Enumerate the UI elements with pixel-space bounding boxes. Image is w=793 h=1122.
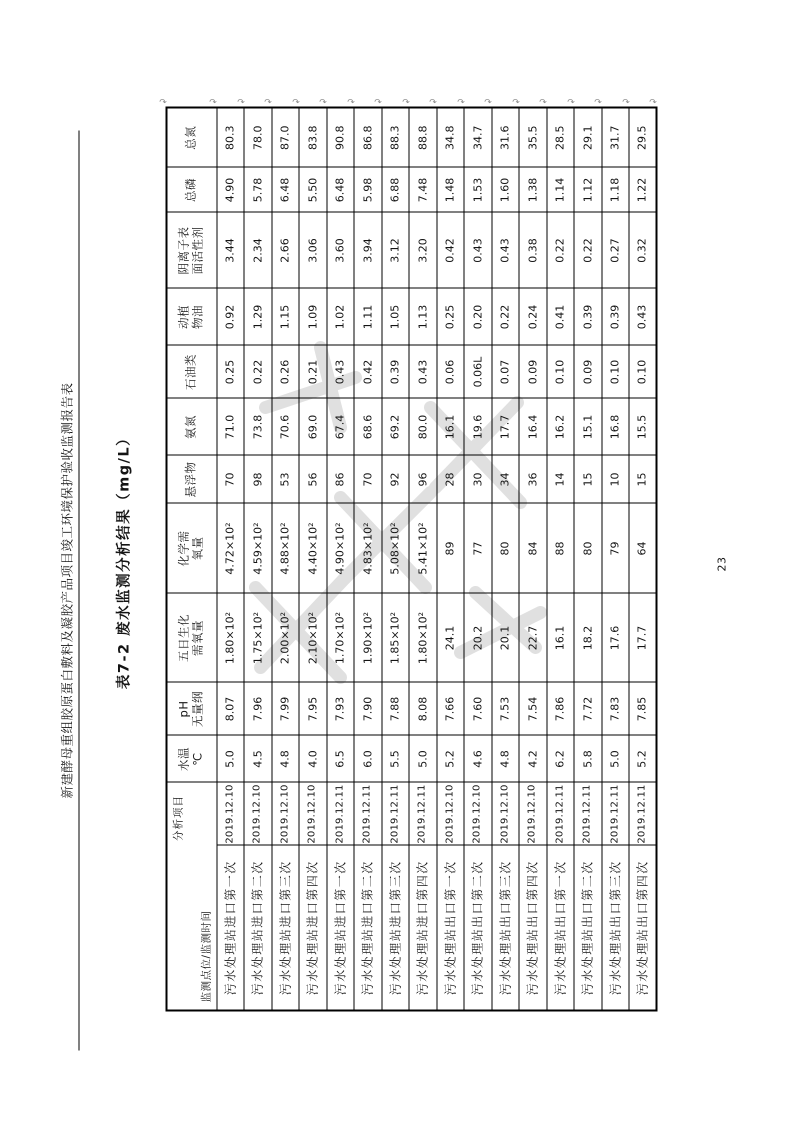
value-cell: 2.34: [244, 212, 272, 288]
value-cell: 0.39: [381, 345, 409, 398]
value-cell: 0.20: [464, 288, 492, 345]
value-cell: 0.41: [546, 288, 574, 345]
value-cell: 31.7: [601, 107, 629, 167]
table-row: [409, 107, 437, 1010]
site-cell: 污水处理站出口第四次: [629, 845, 657, 1010]
value-cell: 16.1: [436, 398, 464, 455]
column-header-cell: [166, 503, 216, 593]
column-header-line: 氨氮: [183, 414, 198, 439]
value-cell: 70: [354, 455, 382, 503]
column-header-line: 无量纲: [190, 690, 205, 727]
column-header-line: 五日生化: [176, 613, 191, 662]
value-cell: 0.22: [244, 345, 272, 398]
value-cell: 5.0: [216, 735, 244, 782]
site-cell: 污水处理站出口第二次: [464, 845, 492, 1010]
value-cell: 5.2: [436, 735, 464, 782]
value-cell: 7.85: [629, 682, 657, 735]
value-cell: 1.18: [601, 167, 629, 212]
value-cell: 0.22: [546, 212, 574, 288]
date-cell: 2019.12.10: [216, 782, 244, 845]
date-cell: 2019.12.10: [271, 782, 299, 845]
value-cell: 34.8: [436, 107, 464, 167]
column-header-line: 总磷: [183, 177, 198, 202]
value-cell: 0.10: [629, 345, 657, 398]
column-header-line: 水温: [176, 746, 191, 771]
value-cell: 86.8: [354, 107, 382, 167]
value-cell: 7.88: [381, 682, 409, 735]
value-cell: 6.2: [546, 735, 574, 782]
site-cell: 污水处理站出口第三次: [491, 845, 519, 1010]
column-header-line: 总氮: [183, 125, 198, 150]
value-cell: 67.4: [326, 398, 354, 455]
value-cell: 7.66: [436, 682, 464, 735]
table-row: [464, 107, 492, 1010]
value-cell: 20.1: [491, 593, 519, 682]
column-header-cell: [166, 593, 216, 682]
column-header-cell: [166, 288, 216, 345]
column-header-line: 氧量: [190, 536, 205, 560]
date-cell: 2019.12.11: [601, 782, 629, 845]
value-cell: 7.93: [326, 682, 354, 735]
value-cell: 8.08: [409, 682, 437, 735]
value-cell: 0.10: [601, 345, 629, 398]
value-cell: 5.2: [629, 735, 657, 782]
column-header-line: 动植: [176, 304, 191, 329]
value-cell: 5.0: [601, 735, 629, 782]
column-header-cell: [166, 455, 216, 503]
value-cell: 1.75×10²: [244, 593, 272, 682]
value-cell: 6.48: [271, 167, 299, 212]
tick-mark-icon: ↷: [538, 97, 547, 108]
corner-header-cell: [166, 782, 216, 1010]
value-cell: 1.15: [271, 288, 299, 345]
value-cell: 0.25: [436, 288, 464, 345]
tick-mark-icon: ↷: [373, 97, 382, 108]
value-cell: 4.5: [244, 735, 272, 782]
value-cell: 4.88×10²: [271, 503, 299, 593]
value-cell: 0.42: [354, 345, 382, 398]
value-cell: 1.02: [326, 288, 354, 345]
value-cell: 10: [601, 455, 629, 503]
value-cell: 6.48: [326, 167, 354, 212]
value-cell: 68.6: [354, 398, 382, 455]
value-cell: 1.05: [381, 288, 409, 345]
date-cell: 2019.12.10: [464, 782, 492, 845]
date-cell: 2019.12.11: [629, 782, 657, 845]
value-cell: 4.8: [491, 735, 519, 782]
value-cell: 2.66: [271, 212, 299, 288]
column-header-line: 物油: [190, 304, 205, 329]
value-cell: 4.59×10²: [244, 503, 272, 593]
date-cell: 2019.12.11: [381, 782, 409, 845]
value-cell: 0.22: [491, 288, 519, 345]
value-cell: 30: [464, 455, 492, 503]
value-cell: 2.10×10²: [299, 593, 327, 682]
site-cell: 污水处理站进口第四次: [409, 845, 437, 1010]
date-cell: 2019.12.11: [326, 782, 354, 845]
site-cell: 污水处理站进口第四次: [299, 845, 327, 1010]
tick-mark-icon: ↷: [483, 97, 492, 108]
value-cell: 29.5: [629, 107, 657, 167]
table-row: [216, 107, 244, 1010]
value-cell: 18.2: [574, 593, 602, 682]
value-cell: 1.38: [519, 167, 547, 212]
value-cell: 0.24: [519, 288, 547, 345]
value-cell: 53: [271, 455, 299, 503]
value-cell: 0.09: [574, 345, 602, 398]
value-cell: 7.83: [601, 682, 629, 735]
value-cell: 64: [629, 503, 657, 593]
date-cell: 2019.12.11: [354, 782, 382, 845]
value-cell: 4.8: [271, 735, 299, 782]
value-cell: 31.6: [491, 107, 519, 167]
value-cell: 19.6: [464, 398, 492, 455]
value-cell: 6.0: [354, 735, 382, 782]
value-cell: 3.06: [299, 212, 327, 288]
value-cell: 79: [601, 503, 629, 593]
value-cell: 15: [629, 455, 657, 503]
value-cell: 1.12: [574, 167, 602, 212]
column-header-cell: [166, 735, 216, 782]
value-cell: 2.00×10²: [271, 593, 299, 682]
table-row: [354, 107, 382, 1010]
column-header-line: ℃: [190, 751, 205, 766]
tick-mark-icon: ↷: [158, 97, 167, 108]
column-header-line: 阴离子表: [176, 226, 191, 274]
column-header-line: 化学需: [176, 530, 191, 566]
value-cell: 7.72: [574, 682, 602, 735]
value-cell: 0.06L: [464, 345, 492, 398]
value-cell: 7.90: [354, 682, 382, 735]
value-cell: 90.8: [326, 107, 354, 167]
value-cell: 1.14: [546, 167, 574, 212]
tick-mark-icon: ↷: [621, 97, 629, 108]
results-table: [165, 106, 657, 1011]
value-cell: 35.5: [519, 107, 547, 167]
value-cell: 15.1: [574, 398, 602, 455]
value-cell: 0.26: [271, 345, 299, 398]
date-cell: 2019.12.11: [574, 782, 602, 845]
corner-label-analysis-items: 分析项目: [172, 794, 184, 841]
value-cell: 4.90: [216, 167, 244, 212]
table-row: [629, 107, 657, 1010]
value-cell: 96: [409, 455, 437, 503]
value-cell: 1.80×10²: [216, 593, 244, 682]
value-cell: 92: [381, 455, 409, 503]
value-cell: 0.43: [464, 212, 492, 288]
value-cell: 7.60: [464, 682, 492, 735]
value-cell: 0.25: [216, 345, 244, 398]
value-cell: 0.39: [574, 288, 602, 345]
value-cell: 70.6: [271, 398, 299, 455]
value-cell: 87.0: [271, 107, 299, 167]
date-cell: 2019.12.10: [299, 782, 327, 845]
site-cell: 污水处理站进口第二次: [354, 845, 382, 1010]
date-cell: 2019.12.10: [491, 782, 519, 845]
value-cell: 4.2: [519, 735, 547, 782]
value-cell: 34: [491, 455, 519, 503]
value-cell: 86: [326, 455, 354, 503]
value-cell: 80: [574, 503, 602, 593]
value-cell: 0.43: [326, 345, 354, 398]
value-cell: 5.98: [354, 167, 382, 212]
value-cell: 4.83×10²: [354, 503, 382, 593]
value-cell: 0.27: [601, 212, 629, 288]
value-cell: 16.1: [546, 593, 574, 682]
value-cell: 16.2: [546, 398, 574, 455]
value-cell: 84: [519, 503, 547, 593]
table-row: [519, 107, 547, 1010]
value-cell: 0.06: [436, 345, 464, 398]
tick-mark-icon: ↷: [511, 97, 519, 108]
value-cell: 17.7: [491, 398, 519, 455]
value-cell: 98: [244, 455, 272, 503]
page-number: 23: [715, 556, 728, 571]
value-cell: 1.13: [409, 288, 437, 345]
value-cell: 36: [519, 455, 547, 503]
value-cell: 22.7: [519, 593, 547, 682]
corner-label-monitoring-site-time: 监测点位/监测时间: [199, 909, 212, 1002]
value-cell: 7.53: [491, 682, 519, 735]
value-cell: 78.0: [244, 107, 272, 167]
value-cell: 80.3: [216, 107, 244, 167]
site-cell: 污水处理站进口第三次: [271, 845, 299, 1010]
value-cell: 0.22: [574, 212, 602, 288]
site-cell: 污水处理站进口第二次: [244, 845, 272, 1010]
value-cell: 1.11: [354, 288, 382, 345]
value-cell: 5.50: [299, 167, 327, 212]
table-row: [574, 107, 602, 1010]
site-cell: 污水处理站进口第一次: [216, 845, 244, 1010]
value-cell: 71.0: [216, 398, 244, 455]
value-cell: 56: [299, 455, 327, 503]
column-header-cell: [166, 212, 216, 288]
value-cell: 5.41×10²: [409, 503, 437, 593]
value-cell: 24.1: [436, 593, 464, 682]
value-cell: 17.7: [629, 593, 657, 682]
date-cell: 2019.12.10: [436, 782, 464, 845]
value-cell: 0.32: [629, 212, 657, 288]
value-cell: 7.54: [519, 682, 547, 735]
value-cell: 0.43: [629, 288, 657, 345]
column-header-cell: [166, 682, 216, 735]
value-cell: 88.3: [381, 107, 409, 167]
value-cell: 14: [546, 455, 574, 503]
tick-mark-icon: ↷: [593, 97, 602, 108]
site-cell: 污水处理站进口第三次: [381, 845, 409, 1010]
value-cell: 4.0: [299, 735, 327, 782]
value-cell: 5.0: [409, 735, 437, 782]
value-cell: 0.39: [601, 288, 629, 345]
tick-mark-icon: ↷: [208, 97, 217, 108]
document-header-title: 新建酵母重组胶原蛋白敷料及凝胶产品项目竣工环境保护验收监测报告表: [57, 130, 79, 1050]
value-cell: 6.5: [326, 735, 354, 782]
value-cell: 3.44: [216, 212, 244, 288]
tick-mark-icon: ↷: [318, 97, 327, 108]
tick-mark-icon: ↷: [236, 97, 244, 108]
table-row: [491, 107, 519, 1010]
table-row: [326, 107, 354, 1010]
date-cell: 2019.12.11: [409, 782, 437, 845]
site-cell: 污水处理站出口第一次: [546, 845, 574, 1010]
tick-mark-icon: ↷: [456, 97, 464, 108]
value-cell: 4.6: [464, 735, 492, 782]
value-cell: 15.5: [629, 398, 657, 455]
value-cell: 4.90×10²: [326, 503, 354, 593]
column-header-cell: [166, 107, 216, 167]
value-cell: 5.5: [381, 735, 409, 782]
value-cell: 28.5: [546, 107, 574, 167]
value-cell: 1.85×10²: [381, 593, 409, 682]
site-cell: 污水处理站出口第四次: [519, 845, 547, 1010]
column-header-line: 需氧量: [190, 619, 205, 656]
value-cell: 0.42: [436, 212, 464, 288]
value-cell: 6.88: [381, 167, 409, 212]
value-cell: 1.80×10²: [409, 593, 437, 682]
value-cell: 7.95: [299, 682, 327, 735]
table-row: [244, 107, 272, 1010]
date-cell: 2019.12.10: [519, 782, 547, 845]
value-cell: 83.8: [299, 107, 327, 167]
value-cell: 0.43: [491, 212, 519, 288]
value-cell: 80: [491, 503, 519, 593]
value-cell: 1.53: [464, 167, 492, 212]
value-cell: 5.8: [574, 735, 602, 782]
table-title: 表7-2 废水监测分析结果（mg/L）: [116, 429, 132, 689]
date-cell: 2019.12.11: [546, 782, 574, 845]
value-cell: 1.70×10²: [326, 593, 354, 682]
column-header-cell: [166, 345, 216, 398]
value-cell: 28: [436, 455, 464, 503]
column-header-cell: [166, 167, 216, 212]
value-cell: 5.08×10²: [381, 503, 409, 593]
value-cell: 80.0: [409, 398, 437, 455]
value-cell: 88: [546, 503, 574, 593]
value-cell: 20.2: [464, 593, 492, 682]
tick-mark-icon: ↷: [428, 97, 437, 108]
value-cell: 3.20: [409, 212, 437, 288]
value-cell: 5.78: [244, 167, 272, 212]
value-cell: 7.86: [546, 682, 574, 735]
value-cell: 3.12: [381, 212, 409, 288]
site-cell: 污水处理站出口第三次: [601, 845, 629, 1010]
value-cell: 3.94: [354, 212, 382, 288]
value-cell: 1.48: [436, 167, 464, 212]
value-cell: 0.92: [216, 288, 244, 345]
tick-mark-icon: ↷: [346, 97, 354, 108]
column-header-line: 悬浮物: [183, 461, 198, 497]
column-header-line: 石油类: [183, 353, 198, 390]
value-cell: 69.0: [299, 398, 327, 455]
value-cell: 1.90×10²: [354, 593, 382, 682]
table-row: [381, 107, 409, 1010]
site-cell: 污水处理站出口第一次: [436, 845, 464, 1010]
value-cell: 0.43: [409, 345, 437, 398]
value-cell: 7.48: [409, 167, 437, 212]
table-header-row: [166, 107, 216, 1010]
value-cell: 1.22: [629, 167, 657, 212]
value-cell: 8.07: [216, 682, 244, 735]
table-row: [436, 107, 464, 1010]
table-row: [546, 107, 574, 1010]
value-cell: 88.8: [409, 107, 437, 167]
value-cell: 77: [464, 503, 492, 593]
date-cell: 2019.12.10: [244, 782, 272, 845]
value-cell: 4.72×10²: [216, 503, 244, 593]
tick-mark-icon: ↷: [401, 97, 409, 108]
table-row: [601, 107, 629, 1010]
value-cell: 7.99: [271, 682, 299, 735]
site-cell: 污水处理站进口第一次: [326, 845, 354, 1010]
tick-mark-icon: ↷: [291, 97, 299, 108]
value-cell: 17.6: [601, 593, 629, 682]
value-cell: 15: [574, 455, 602, 503]
value-cell: 29.1: [574, 107, 602, 167]
value-cell: 73.8: [244, 398, 272, 455]
value-cell: 0.09: [519, 345, 547, 398]
column-header-line: 面活性剂: [190, 226, 205, 274]
value-cell: 3.60: [326, 212, 354, 288]
value-cell: 16.8: [601, 398, 629, 455]
table-row: [299, 107, 327, 1010]
value-cell: 1.60: [491, 167, 519, 212]
column-header-cell: [166, 398, 216, 455]
value-cell: 0.10: [546, 345, 574, 398]
tick-mark-icon: ↷: [648, 97, 657, 108]
value-cell: 69.2: [381, 398, 409, 455]
value-cell: 0.07: [491, 345, 519, 398]
value-cell: 1.09: [299, 288, 327, 345]
value-cell: 89: [436, 503, 464, 593]
value-cell: 70: [216, 455, 244, 503]
value-cell: 4.40×10²: [299, 503, 327, 593]
value-cell: 0.38: [519, 212, 547, 288]
tick-mark-icon: ↷: [566, 97, 574, 108]
column-header-line: pH: [176, 700, 191, 717]
value-cell: 7.96: [244, 682, 272, 735]
tick-mark-icon: ↷: [263, 97, 272, 108]
value-cell: 0.21: [299, 345, 327, 398]
site-cell: 污水处理站出口第二次: [574, 845, 602, 1010]
value-cell: 1.29: [244, 288, 272, 345]
value-cell: 16.4: [519, 398, 547, 455]
table-row: [271, 107, 299, 1010]
value-cell: 34.7: [464, 107, 492, 167]
